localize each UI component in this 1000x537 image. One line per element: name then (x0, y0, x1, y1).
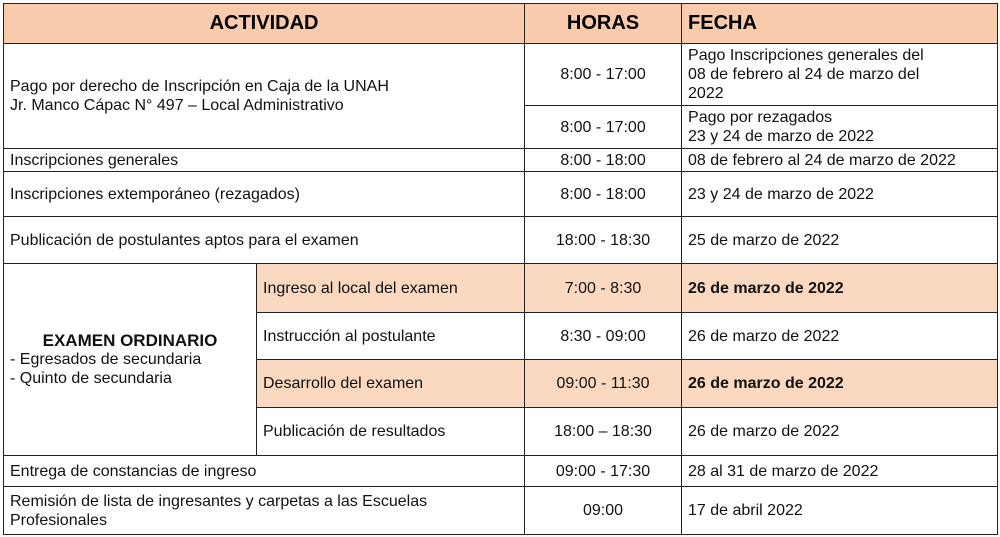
row-actividad: Publicación de postulantes aptos para el examen (4, 217, 525, 264)
remision-actividad-line1: Remisión de lista de ingresantes y carpetas a las Escuelas (10, 492, 428, 510)
pago-actividad-line1: Pago por derecho de Inscripción en Caja de la UNAH (10, 78, 389, 95)
examen-sub-actividad: Instrucción al postulante (257, 313, 525, 360)
table-row (4, 149, 998, 172)
table-row (4, 264, 998, 313)
header-horas: HORAS (525, 4, 682, 44)
pago-r1-horas: 8:00 - 17:00 (525, 44, 682, 106)
row-fecha: 28 al 31 de marzo de 2022 (682, 456, 998, 487)
examen-sub-actividad: Desarrollo del examen (257, 360, 525, 408)
examen-line1: - Egresados de secundaria (10, 351, 202, 368)
examen-sub-actividad: Publicación de resultados (257, 408, 525, 456)
pago-r1-fecha-cell (682, 44, 998, 106)
header-row (4, 4, 998, 44)
pago-r1-fecha-line1: Pago Inscripciones generales del (688, 47, 924, 64)
row-fecha: 08 de febrero al 24 de marzo de 2022 (682, 149, 998, 172)
pago-actividad-cell (4, 44, 525, 149)
examen-sub-horas: 18:00 – 18:30 (525, 408, 682, 456)
examen-sub-fecha: 26 de marzo de 2022 (682, 313, 998, 360)
row-actividad: Inscripciones generales (4, 149, 525, 172)
row-horas: 18:00 - 18:30 (525, 217, 682, 264)
examen-title: EXAMEN ORDINARIO (42, 331, 218, 350)
examen-sub-fecha: 26 de marzo de 2022 (682, 264, 998, 313)
header-fecha: FECHA (682, 4, 998, 44)
table-row (4, 217, 998, 264)
row-horas: 8:00 - 18:00 (525, 149, 682, 172)
table-row (4, 172, 998, 217)
pago-r2-fecha-line2: 23 y 24 de marzo de 2022 (688, 128, 874, 145)
table-row (4, 44, 998, 106)
examen-sub-fecha: 26 de marzo de 2022 (682, 360, 998, 408)
row-horas: 8:00 - 18:00 (525, 172, 682, 217)
remision-actividad-line2: Profesionales (10, 511, 107, 529)
pago-r1-fecha-line3: 2022 (688, 85, 724, 102)
pago-actividad-line2: Jr. Manco Cápac N° 497 – Local Administrativo (10, 97, 344, 114)
row-fecha: 23 y 24 de marzo de 2022 (682, 172, 998, 217)
pago-r2-horas: 8:00 - 17:00 (525, 106, 682, 149)
examen-line2: - Quinto de secundaria (10, 370, 172, 387)
examen-cell (4, 264, 257, 456)
pago-r1-fecha-line2: 08 de febrero al 24 de marzo del (688, 66, 920, 83)
row-fecha: 17 de abril 2022 (682, 487, 998, 535)
row-fecha: 25 de marzo de 2022 (682, 217, 998, 264)
row-horas: 09:00 - 17:30 (525, 456, 682, 487)
pago-r2-fecha-line1: Pago por rezagados (688, 109, 833, 126)
header-actividad: ACTIVIDAD (4, 4, 525, 44)
examen-sub-actividad: Ingreso al local del examen (257, 264, 525, 313)
examen-sub-fecha: 26 de marzo de 2022 (682, 408, 998, 456)
table-row (4, 456, 998, 487)
examen-sub-horas: 8:30 - 09:00 (525, 313, 682, 360)
pago-r2-fecha-cell (682, 106, 998, 149)
row-actividad: Entrega de constancias de ingreso (4, 456, 525, 487)
remision-actividad-cell (4, 487, 525, 535)
examen-sub-horas: 09:00 - 11:30 (525, 360, 682, 408)
row-horas: 09:00 (525, 487, 682, 535)
row-actividad: Inscripciones extemporáneo (rezagados) (4, 172, 525, 217)
table-row (4, 487, 998, 535)
schedule-table (3, 3, 998, 535)
examen-sub-horas: 7:00 - 8:30 (525, 264, 682, 313)
